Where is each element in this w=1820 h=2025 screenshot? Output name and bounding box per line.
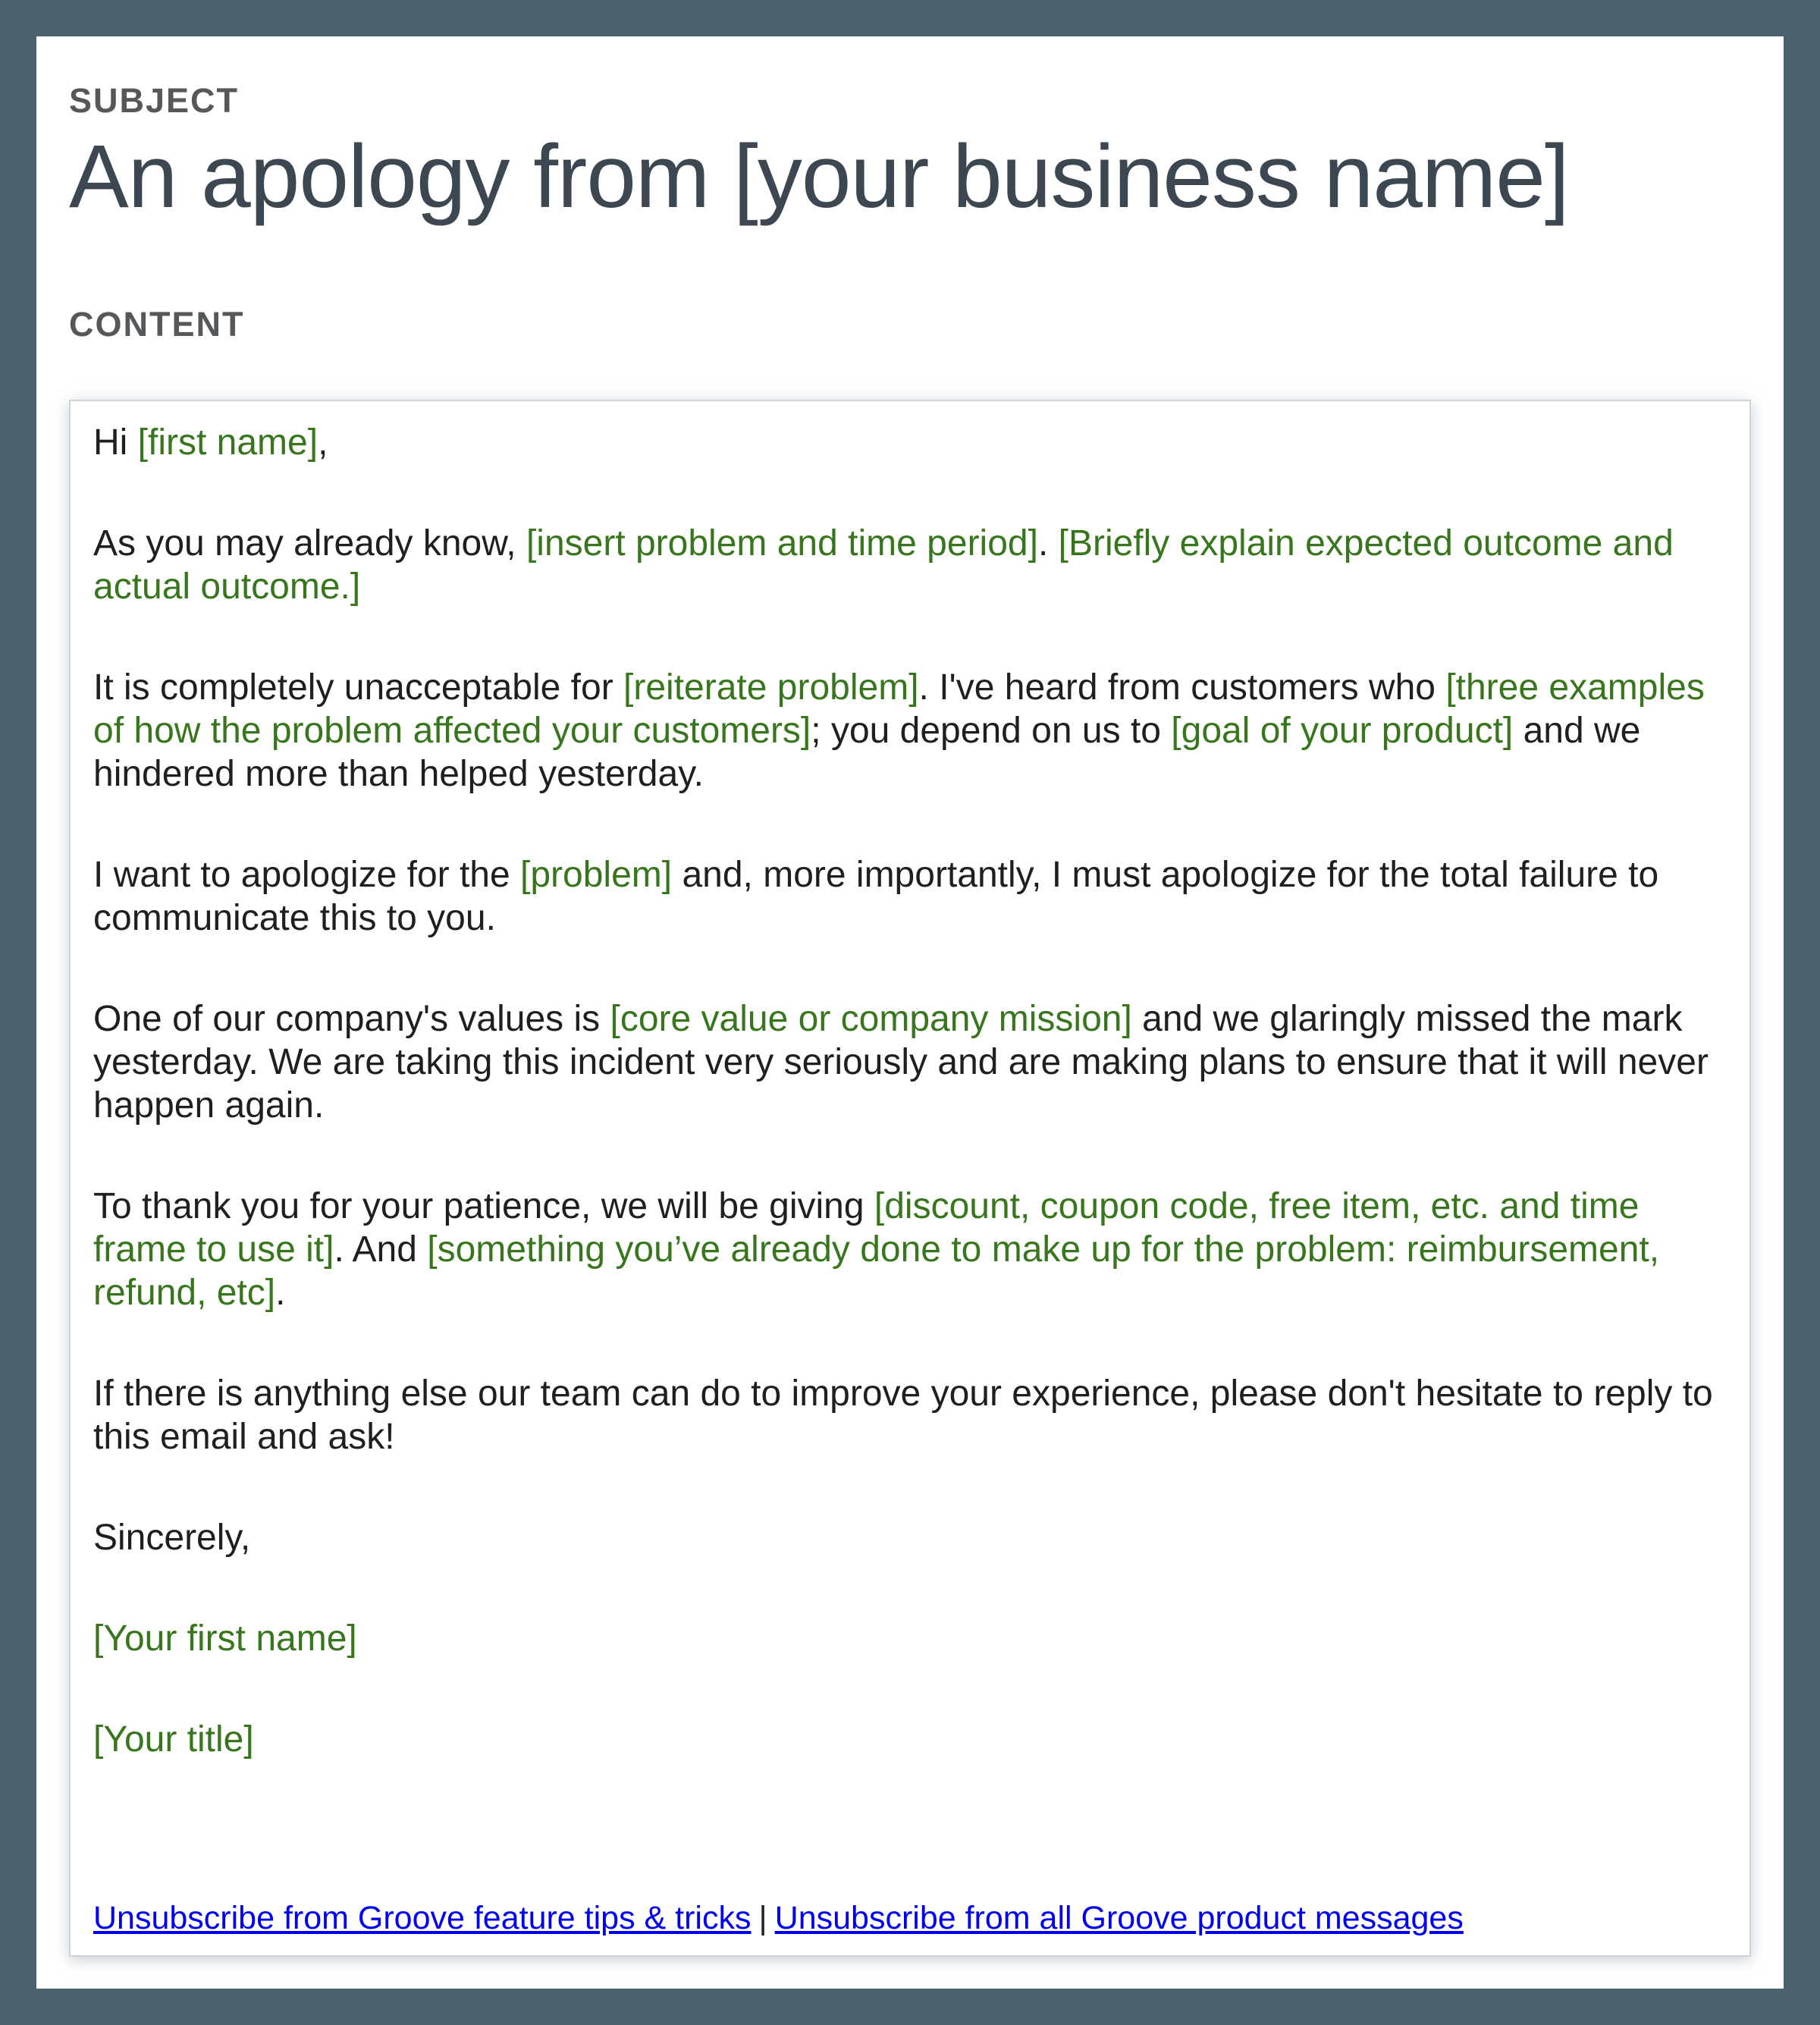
text-segment: Sincerely, (93, 1518, 251, 1558)
text-segment: . I've heard from customers who (918, 667, 1446, 708)
link-separator: | (758, 1900, 767, 1936)
text-segment: One of our company's values is (93, 999, 610, 1039)
email-paragraph (93, 1372, 1724, 1458)
merge-field-placeholder: [something you’ve already done to make up for the problem: reimbursement, refund, etc] (93, 1229, 1660, 1313)
merge-field-placeholder: [first name] (137, 422, 318, 463)
text-segment: and we hindered more than helped yesterday. (93, 711, 1641, 794)
text-segment: I want to apologize for the (93, 855, 521, 895)
merge-field-placeholder: [insert problem and time period] (526, 523, 1038, 564)
text-segment: To thank you for your patience, we will be giving (93, 1186, 874, 1226)
email-paragraph (93, 1718, 1724, 1761)
email-paragraph (93, 1185, 1724, 1314)
subject-title: An apology from [your business name] (69, 127, 1569, 227)
merge-field-placeholder: [problem] (520, 855, 673, 895)
text-segment: and, more importantly, I must apologize for the total failure to communicate this to you. (93, 855, 1659, 938)
subject-label: SUBJECT (69, 81, 240, 120)
text-segment: If there is anything else our team can do to improve your experience, please don't hesitate to reply to this email and ask! (93, 1374, 1713, 1457)
email-content-box (69, 400, 1751, 1957)
unsubscribe-row (93, 1899, 1724, 1937)
email-paragraph (93, 522, 1724, 608)
text-segment: . And (334, 1229, 428, 1270)
merge-field-placeholder: [reiterate problem] (623, 667, 919, 708)
unsubscribe-all-products-link[interactable]: Unsubscribe from all Groove product messages (774, 1900, 1464, 1936)
text-segment: . (1037, 523, 1059, 564)
text-segment: , (318, 422, 328, 463)
text-segment: and we glaringly missed the mark yesterday. We are taking this incident very seriously and are making plans to ensure that it will never happen again. (93, 999, 1709, 1126)
merge-field-placeholder: [Your title] (93, 1719, 254, 1760)
email-paragraph (93, 853, 1724, 940)
merge-field-placeholder: [discount, coupon code, free item, etc. and time frame to use it] (93, 1186, 1640, 1270)
text-segment: It is completely unacceptable for (93, 667, 624, 708)
email-body (93, 421, 1724, 1819)
email-paragraph (93, 421, 1724, 464)
merge-field-placeholder: [goal of your product] (1171, 711, 1514, 751)
merge-field-placeholder: [core value or company mission] (610, 999, 1132, 1039)
email-paragraph (93, 997, 1724, 1127)
unsubscribe-feature-tips-link[interactable]: Unsubscribe from Groove feature tips & tricks (93, 1900, 752, 1936)
merge-field-placeholder: [Briefly explain expected outcome and actual outcome.] (93, 523, 1674, 607)
text-segment: Hi (93, 422, 138, 463)
text-segment: ; you depend on us to (811, 711, 1172, 751)
merge-field-placeholder: [three examples of how the problem affected your customers] (93, 667, 1705, 751)
email-template-card (36, 36, 1784, 1989)
merge-field-placeholder: [Your first name] (93, 1618, 357, 1659)
email-paragraph (93, 666, 1724, 796)
text-segment: . (275, 1273, 286, 1313)
content-label: CONTENT (69, 305, 245, 344)
email-paragraph (93, 1617, 1724, 1660)
email-paragraph (93, 1516, 1724, 1559)
text-segment: As you may already know, (93, 523, 526, 564)
